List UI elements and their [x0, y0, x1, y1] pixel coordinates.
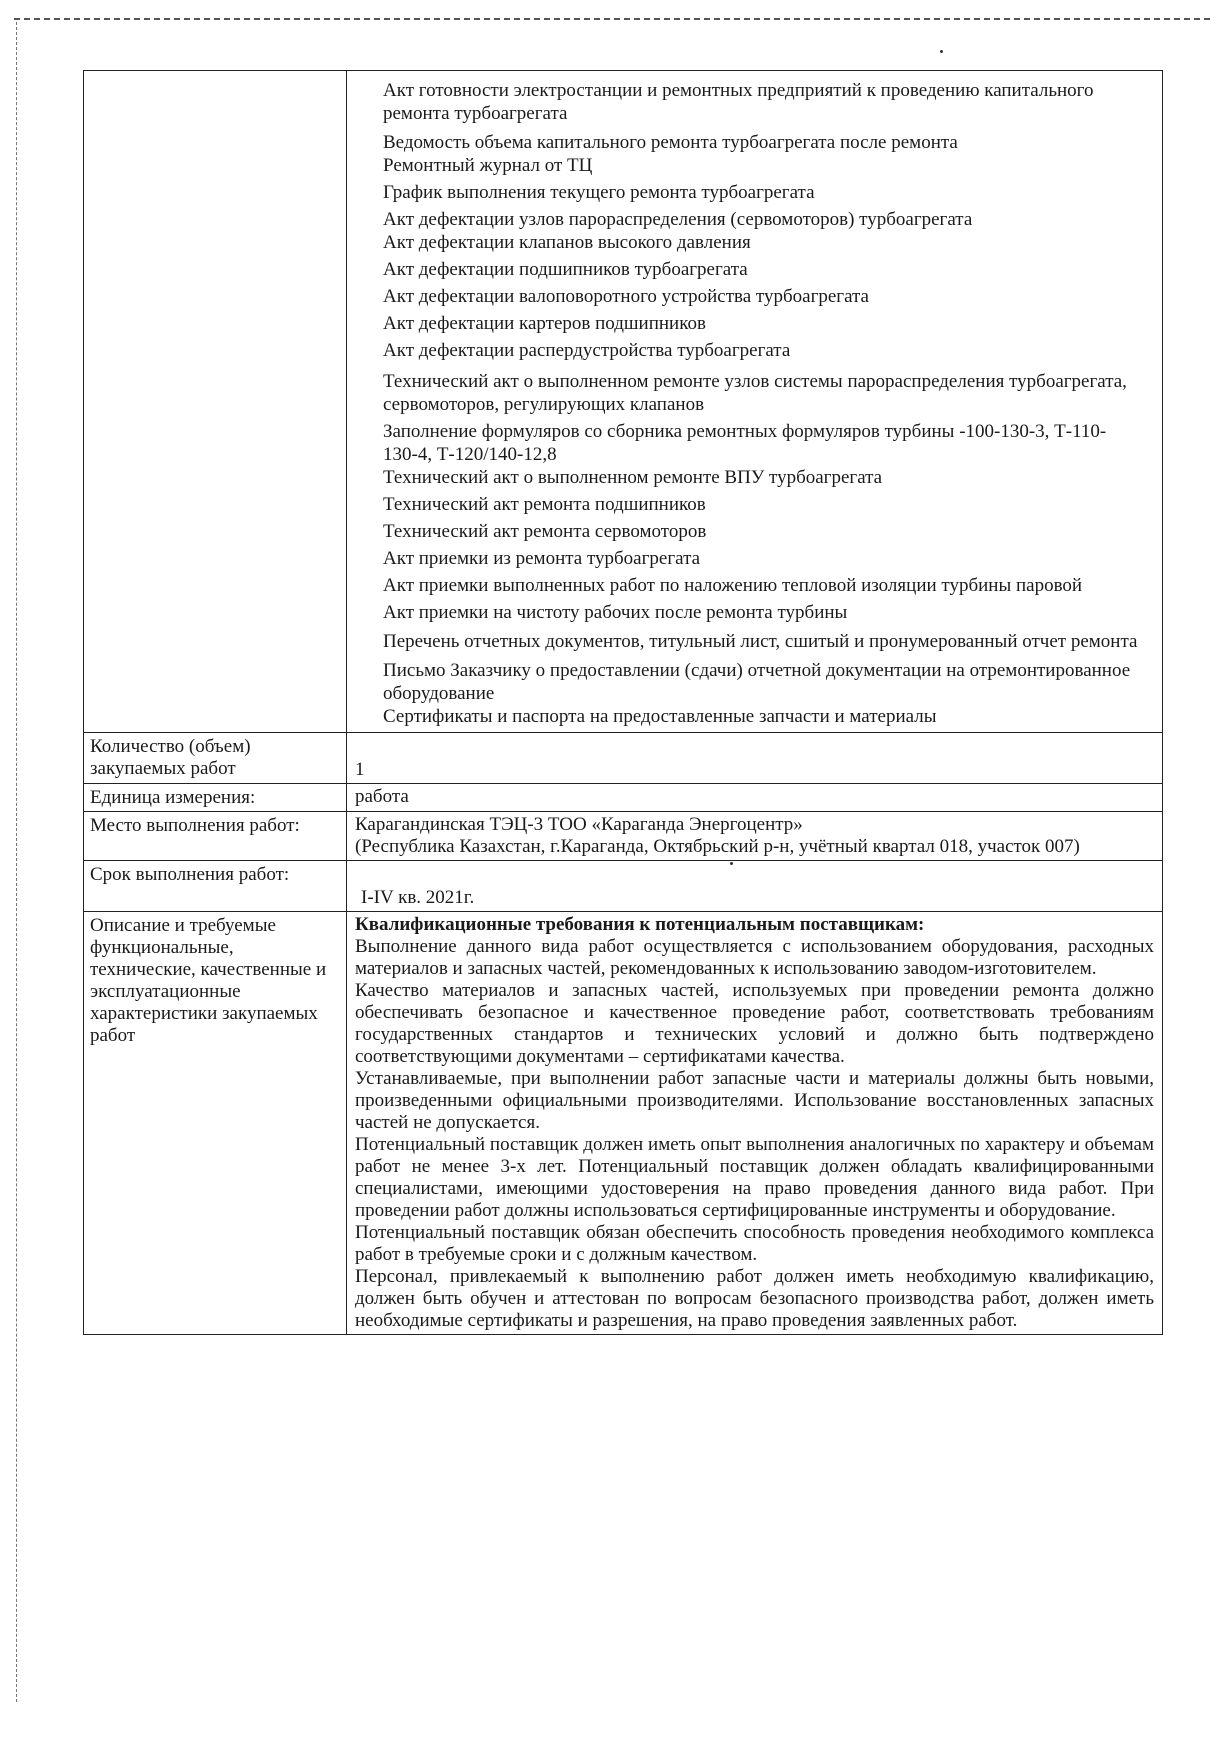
- list-item: Перечень отчетных документов, титульный лист, сшитый и пронумерованный отчет ремонта: [383, 631, 1138, 652]
- list-item: Технический акт ремонта сервомоторов: [383, 521, 707, 542]
- list-item: Ведомость объема капитального ремонта турбоагрегата после ремонта: [383, 132, 958, 153]
- location-line2: (Республика Казахстан, г.Караганда, Октябрьский р-н, учётный квартал 018, участок 007): [355, 836, 1080, 857]
- requirements-paragraph: Потенциальный поставщик обязан обеспечить способность проведения необходимого комплекса работ в требуемые сроки и с должным качеством.: [355, 1222, 1154, 1265]
- scan-speck: [940, 50, 943, 53]
- unit-row: [84, 784, 1163, 812]
- list-item: Заполнение формуляров со сборника ремонтных формуляров турбины -100-130-3, Т-110-130-4, Т-120/140-12,8: [383, 421, 1107, 465]
- term-row: [84, 861, 1163, 912]
- requirements-paragraph: Устанавливаемые, при выполнении работ запасные части и материалы должны быть новыми, произведенными официальными производителями. Использование восстановленных запасных частей не допускается.: [355, 1068, 1154, 1133]
- list-item: Ремонтный журнал от ТЦ: [383, 155, 593, 176]
- list-item: Акт готовности электростанции и ремонтных предприятий к проведению капитального ремонта турбоагрегата: [383, 80, 1094, 124]
- list-item: Акт приемки из ремонта турбоагрегата: [383, 548, 701, 569]
- location-row: [84, 812, 1163, 861]
- list-item: Акт приемки на чистоту рабочих после ремонта турбины: [383, 602, 848, 623]
- list-item: Акт дефектации картеров подшипников: [383, 313, 706, 334]
- requirements-paragraph: Качество материалов и запасных частей, используемых при проведении ремонта должно обеспечивать безопасное и качественное проведение работ, соответствовать требованиям государственных стандартов и технических условий и должно быть подтверждено соответствующими документами – сертификатами качества.: [355, 980, 1154, 1067]
- list-item: Письмо Заказчику о предоставлении (сдачи) отчетной документации на отремонтированное оборудование: [383, 660, 1131, 704]
- term-cell: [347, 861, 1163, 912]
- quantity-value: 1: [355, 759, 365, 780]
- requirements-heading: Квалификационные требования к потенциальным поставщикам:: [355, 914, 925, 935]
- list-item: Акт дефектации распердустройства турбоагрегата: [383, 340, 791, 361]
- list-item: График выполнения текущего ремонта турбоагрегата: [383, 182, 815, 203]
- list-item: Сертификаты и паспорта на предоставленные запчасти и материалы: [383, 706, 937, 727]
- description-label: Описание и требуемые функциональные, технические, качественные и эксплуатационные характеристики закупаемых работ: [84, 912, 347, 1335]
- requirements-paragraph: Потенциальный поставщик должен иметь опыт выполнения аналогичных по характеру и объемам работ не менее 3-х лет. Потенциальный поставщик должен обладать квалифицированными специалистами, имеющими удостоверения на право проведения данного вида работ. При проведении работ должны использоваться сертифицированные инструменты и оборудование.: [355, 1134, 1154, 1221]
- list-item: Технический акт о выполненном ремонте ВПУ турбоагрегата: [383, 467, 883, 488]
- unit-label: Единица измерения:: [84, 784, 347, 812]
- documents-list: [355, 73, 1154, 730]
- list-item: Акт дефектации узлов парораспределения (сервомоторов) турбоагрегата: [383, 209, 973, 230]
- term-label: Срок выполнения работ:: [84, 861, 347, 912]
- specification-table: [83, 70, 1163, 1335]
- documents-label-cell: [84, 71, 347, 733]
- location-label: Место выполнения работ:: [84, 812, 347, 861]
- description-row: [84, 912, 1163, 1335]
- list-item: Акт дефектации валоповоротного устройства турбоагрегата: [383, 286, 869, 307]
- unit-value: работа: [347, 784, 1163, 812]
- description-cell: [347, 912, 1163, 1335]
- scan-edge-left: [16, 22, 17, 1702]
- location-line1: Карагандинская ТЭЦ-3 ТОО «Караганда Энергоцентр»: [355, 814, 803, 835]
- quantity-row: [84, 733, 1163, 784]
- quantity-cell: [347, 733, 1163, 784]
- list-item: Технический акт о выполненном ремонте узлов системы парораспределения турбоагрегата, сервомоторов, регулирующих клапанов: [383, 371, 1127, 415]
- list-item: Технический акт ремонта подшипников: [383, 494, 706, 515]
- list-item: Акт приемки выполненных работ по наложению тепловой изоляции турбины паровой: [383, 575, 1083, 596]
- quantity-label: Количество (объем) закупаемых работ: [84, 733, 347, 784]
- documents-cell: [347, 71, 1163, 733]
- requirements-paragraph: Выполнение данного вида работ осуществляется с использованием оборудования, расходных материалов и запасных частей, рекомендованных к использованию заводом-изготовителем.: [355, 936, 1154, 979]
- list-item: Акт дефектации клапанов высокого давления: [383, 232, 751, 253]
- requirements-paragraph: Персонал, привлекаемый к выполнению работ должен иметь необходимую квалификацию, должен быть обучен и аттестован по вопросам безопасного производства работ, должен иметь необходимые сертификаты и разрешения, на право проведения заявленных работ.: [355, 1266, 1154, 1331]
- location-cell: [347, 812, 1163, 861]
- scan-edge-top: [14, 18, 1210, 20]
- list-item: Акт дефектации подшипников турбоагрегата: [383, 259, 748, 280]
- term-value: I-IV кв. 2021г.: [361, 887, 475, 908]
- documents-row: [84, 71, 1163, 733]
